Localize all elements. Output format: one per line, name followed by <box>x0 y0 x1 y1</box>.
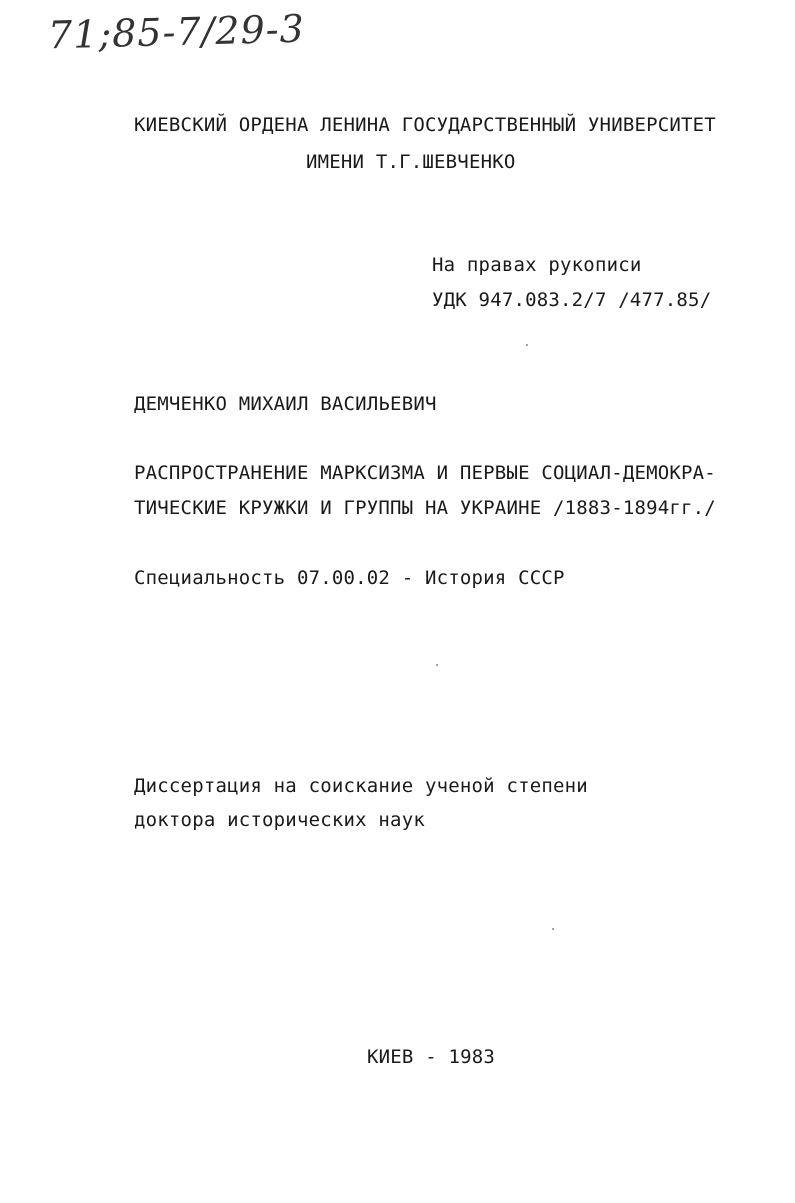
specialty: Специальность 07.00.02 - История СССР <box>134 567 565 589</box>
place-and-year: КИЕВ - 1983 <box>367 1046 496 1068</box>
institution-line-2: ИМЕНИ Т.Г.ШЕВЧЕНКО <box>306 151 516 173</box>
scan-speck <box>526 344 528 346</box>
dissertation-line-2: доктора исторических наук <box>134 809 425 831</box>
dissertation-line-1: Диссертация на соискание ученой степени <box>134 775 588 797</box>
handwritten-archive-number: 71;85-7/29-3 <box>47 6 306 58</box>
thesis-title-line-2: ТИЧЕСКИЕ КРУЖКИ И ГРУППЫ НА УКРАИНЕ /1883-1894гг./ <box>134 497 716 519</box>
author-name: ДЕМЧЕНКО МИХАИЛ ВАСИЛЬЕВИЧ <box>134 393 437 415</box>
manuscript-rights: На правах рукописи <box>432 254 642 276</box>
udk-code: УДК 947.083.2/7 /477.85/ <box>432 289 712 311</box>
thesis-title-line-1: РАСПРОСТРАНЕНИЕ МАРКСИЗМА И ПЕРВЫЕ СОЦИАЛ-ДЕМОКРА- <box>134 462 716 484</box>
institution-line-1: КИЕВСКИЙ ОРДЕНА ЛЕНИНА ГОСУДАРСТВЕННЫЙ УНИВЕРСИТЕТ <box>134 114 716 136</box>
scan-speck <box>436 664 438 666</box>
scan-speck <box>552 928 554 930</box>
